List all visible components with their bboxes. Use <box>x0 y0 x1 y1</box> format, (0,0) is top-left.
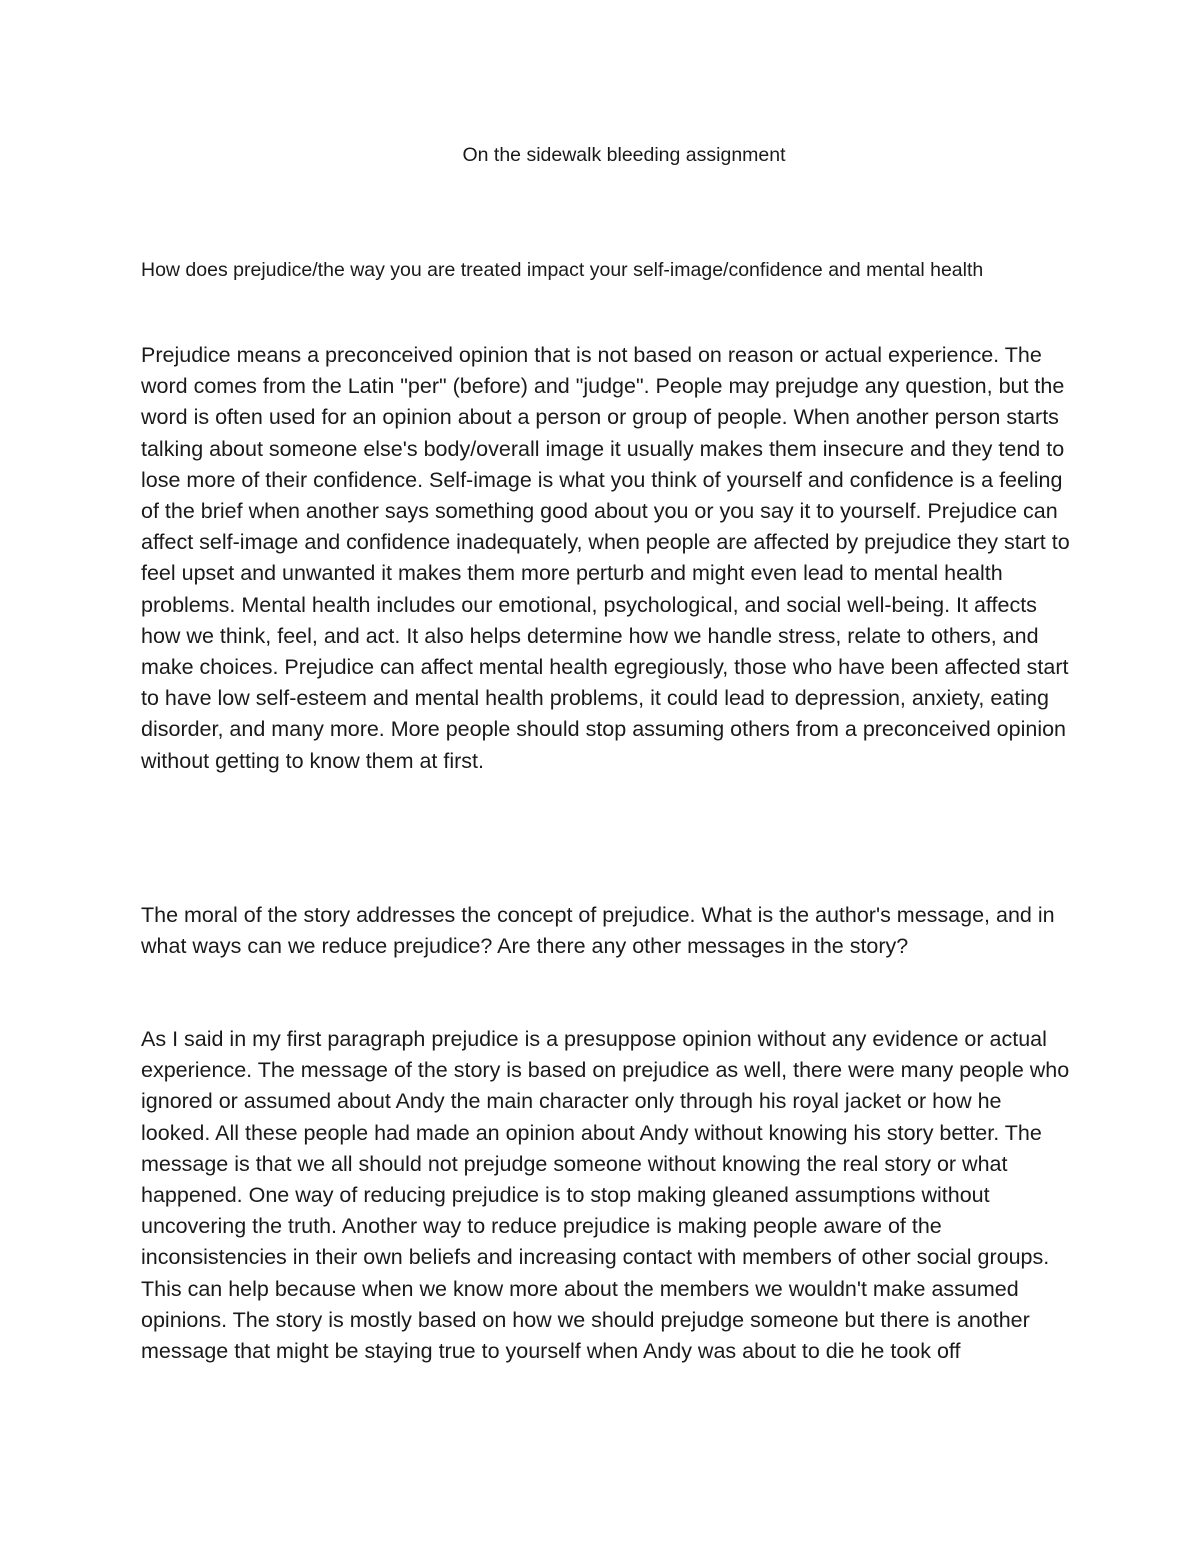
answer-2: As I said in my first paragraph prejudice is a presuppose opinion without any evidence or actual experience. The message of the story is based on prejudice as well, there were many people who ignored or assumed about Andy the main character only through his royal jacket or how he looked. All these people had made an opinion about Andy without knowing his story better. The message is that we all should not prejudge someone without knowing the real story or what happened. One way of reducing prejudice is to stop making gleaned assumptions without uncovering the truth. Another way to reduce prejudice is making people aware of the inconsistencies in their own beliefs and increasing contact with members of other social groups. This can help because when we know more about the members we wouldn't make assumed opinions. The story is mostly based on how we should prejudge someone but there is another message that might be staying true to yourself when Andy was about to die he took off <box>141 1027 1070 1364</box>
question-2: The moral of the story addresses the concept of prejudice. What is the author's message, and in what ways can we reduce prejudice? Are there any other messages in the story? <box>141 903 1055 959</box>
answer-1: Prejudice means a preconceived opinion that is not based on reason or actual experience. The word comes from the Latin "per" (before) and "judge". People may prejudge any question, but the word is often used for an opinion about a person or group of people. When another person starts talking about someone else's body/overall image it usually makes them insecure and they tend to lose more of their confidence. Self-image is what you think of yourself and confidence is a feeling of the brief when another says something good about you or you say it to yourself. Prejudice can affect self-image and confidence inadequately, when people are affected by prejudice they start to feel upset and unwanted it makes them more perturb and might even lead to mental health problems. Mental health includes our emotional, psychological, and social well-being. It affects how we think, feel, and act. It also helps determine how we handle stress, relate to others, and make choices. Prejudice can affect mental health egregiously, those who have been affected start to have low self-esteem and mental health problems, it could lead to depression, anxiety, eating disorder, and many more. More people should stop assuming others from a preconceived opinion without getting to know them at first. <box>141 343 1070 773</box>
question-1: How does prejudice/the way you are treated impact your self-image/confidence and mental health <box>141 259 984 281</box>
document-title: On the sidewalk bleeding assignment <box>462 144 786 166</box>
